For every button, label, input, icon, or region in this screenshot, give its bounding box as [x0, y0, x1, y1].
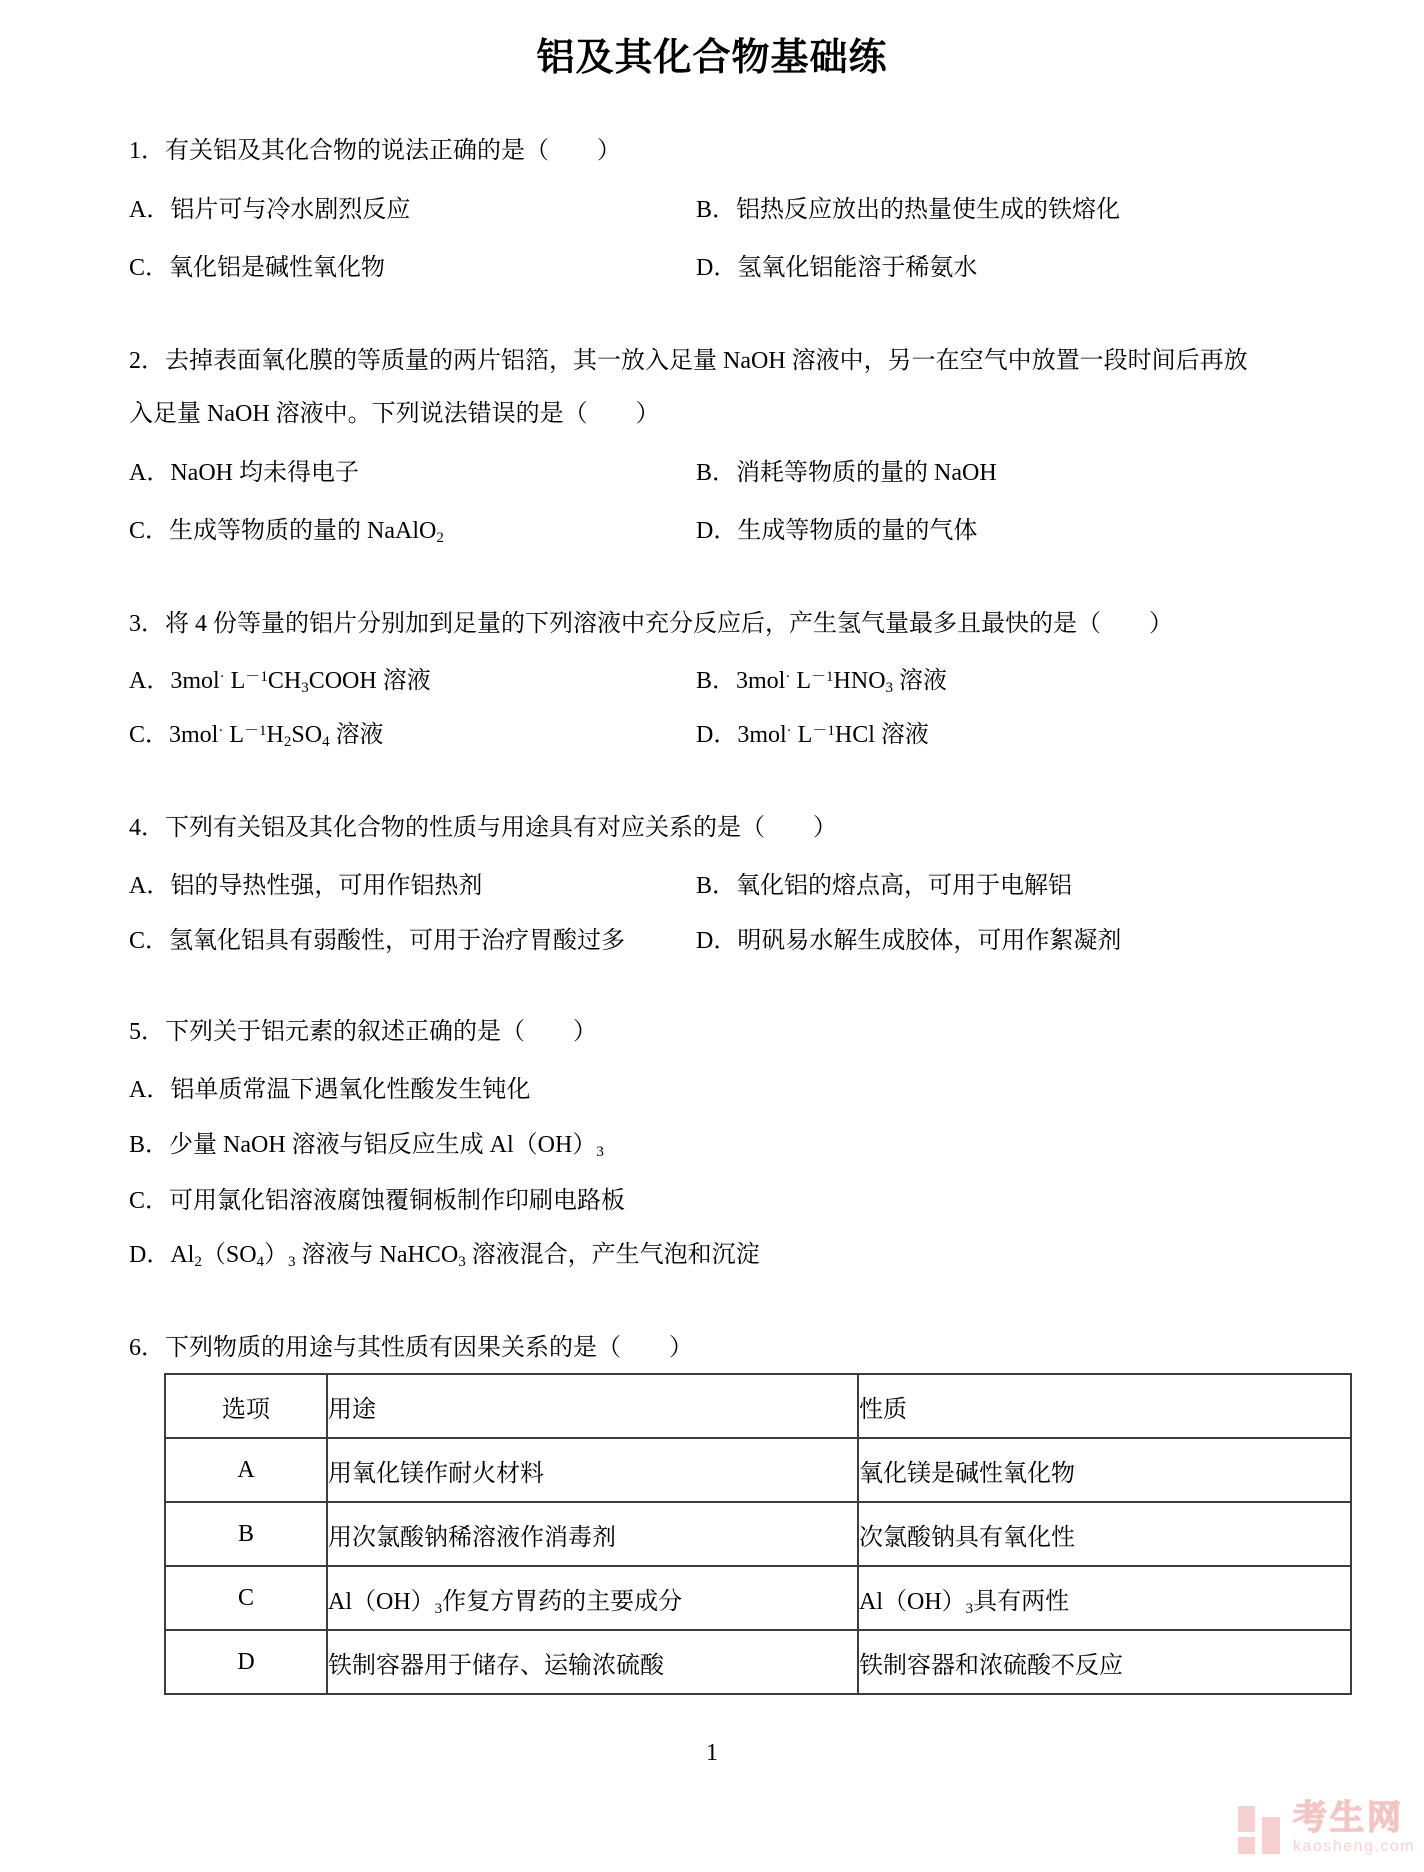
question-3-option-a: A．3mol· $L^{-1}CH_3COOH$ 溶液 [129, 668, 431, 696]
table-cell-use: 用氧化镁作耐火材料 [327, 1438, 858, 1502]
watermark-text-block [1293, 1800, 1415, 1856]
question-6-stem: 6．下列物质的用途与其性质有因果关系的是（ ） [129, 1335, 693, 1361]
question-4-option-b: B．氧化铝的熔点高，可用于电解铝 [696, 873, 1073, 899]
table-cell-property: 铁制容器和浓硫酸不反应 [858, 1630, 1351, 1694]
question-3-option-b: B．3mol· $L^{-1}HNO_3$ 溶液 [696, 668, 948, 696]
table-row [165, 1502, 1351, 1566]
question-1-option-c: C．氧化铝是碱性氧化物 [129, 255, 386, 281]
table-row [165, 1566, 1351, 1630]
question-1-option-b: B．铝热反应放出的热量使生成的铁熔化 [696, 197, 1121, 223]
question-4-option-d: D．明矾易水解生成胶体，可用作絮凝剂 [696, 928, 1122, 954]
table-cell-property: $Al(OH)_3$具有两性 [858, 1566, 1351, 1630]
table-cell-use: $Al(OH)_3$作复方胃药的主要成分 [327, 1566, 858, 1630]
table-row [165, 1630, 1351, 1694]
table-cell-option: B [165, 1502, 327, 1566]
question-3-stem: 3．将 4 份等量的铝片分别加到足量的下列溶液中充分反应后，产生氢气量最多且最快的是（ ） [129, 611, 1173, 637]
question-2-stem-line-1: 2．去掉表面氧化膜的等质量的两片铝箔，其一放入足量 NaOH 溶液中，另一在空气中放置一段时间后再放 [129, 348, 1248, 374]
table-cell-property: 次氯酸钠具有氧化性 [858, 1502, 1351, 1566]
kaosheng-logo-icon [1238, 1800, 1282, 1854]
question-2-option-a: A．NaOH 均未得电子 [129, 460, 359, 486]
watermark-domain-text: kaosheng.com [1293, 1838, 1416, 1855]
question-5-option-b: B．少量 NaOH 溶液与铝反应生成 $Al(OH)_3$ [129, 1132, 604, 1160]
question-5-stem: 5．下列关于铝元素的叙述正确的是（ ） [129, 1019, 597, 1045]
question-5-option-c: C．可用氯化铝溶液腐蚀覆铜板制作印刷电路板 [129, 1188, 626, 1214]
question-4-stem: 4．下列有关铝及其化合物的性质与用途具有对应关系的是（ ） [129, 815, 837, 841]
table-cell-option: D [165, 1630, 327, 1694]
table-cell-use: 铁制容器用于储存、运输浓硫酸 [327, 1630, 858, 1694]
table-row [165, 1438, 1351, 1502]
watermark-brand-text: 考生网 [1293, 1799, 1404, 1837]
question-6-table [164, 1373, 1352, 1695]
question-2-option-b: B．消耗等物质的量的 NaOH [696, 460, 997, 486]
question-2-option-c: C．生成等物质的量的 NaAlO$_2$ [129, 518, 444, 546]
question-1-option-a: A．铝片可与冷水剧烈反应 [129, 197, 411, 223]
question-5-option-d: D．$Al_2(SO_4)_3$ 溶液与 NaHCO$_3$ 溶液混合，产生气泡和沉淀 [129, 1242, 760, 1270]
table-header-use: 用途 [327, 1374, 858, 1438]
question-3-option-d: D．3mol· $L^{-1}HCl$ 溶液 [696, 722, 929, 748]
question-1-option-d: D．氢氧化铝能溶于稀氨水 [696, 255, 978, 281]
question-5-option-a: A．铝单质常温下遇氧化性酸发生钝化 [129, 1077, 531, 1103]
kaosheng-watermark [1238, 1800, 1415, 1856]
question-1-stem: 1．有关铝及其化合物的说法正确的是（ ） [129, 138, 621, 164]
table-header-option: 选项 [165, 1374, 327, 1438]
question-4-option-a: A．铝的导热性强，可用作铝热剂 [129, 873, 483, 899]
table-cell-option: C [165, 1566, 327, 1630]
table-cell-property: 氧化镁是碱性氧化物 [858, 1438, 1351, 1502]
question-4-option-c: C．氢氧化铝具有弱酸性，可用于治疗胃酸过多 [129, 928, 626, 954]
table-header-property: 性质 [858, 1374, 1351, 1438]
page-title: 铝及其化合物基础练 [536, 37, 888, 79]
question-2-stem-line-2: 入足量 NaOH 溶液中。下列说法错误的是（ ） [129, 401, 660, 427]
question-3-option-c: C．3mol· $L^{-1}H_2SO_4$ 溶液 [129, 722, 384, 750]
page-number: 1 [706, 1740, 718, 1766]
table-cell-option: A [165, 1438, 327, 1502]
question-2-option-d: D．生成等物质的量的气体 [696, 518, 978, 544]
table-cell-use: 用次氯酸钠稀溶液作消毒剂 [327, 1502, 858, 1566]
table-header-row [165, 1374, 1351, 1438]
